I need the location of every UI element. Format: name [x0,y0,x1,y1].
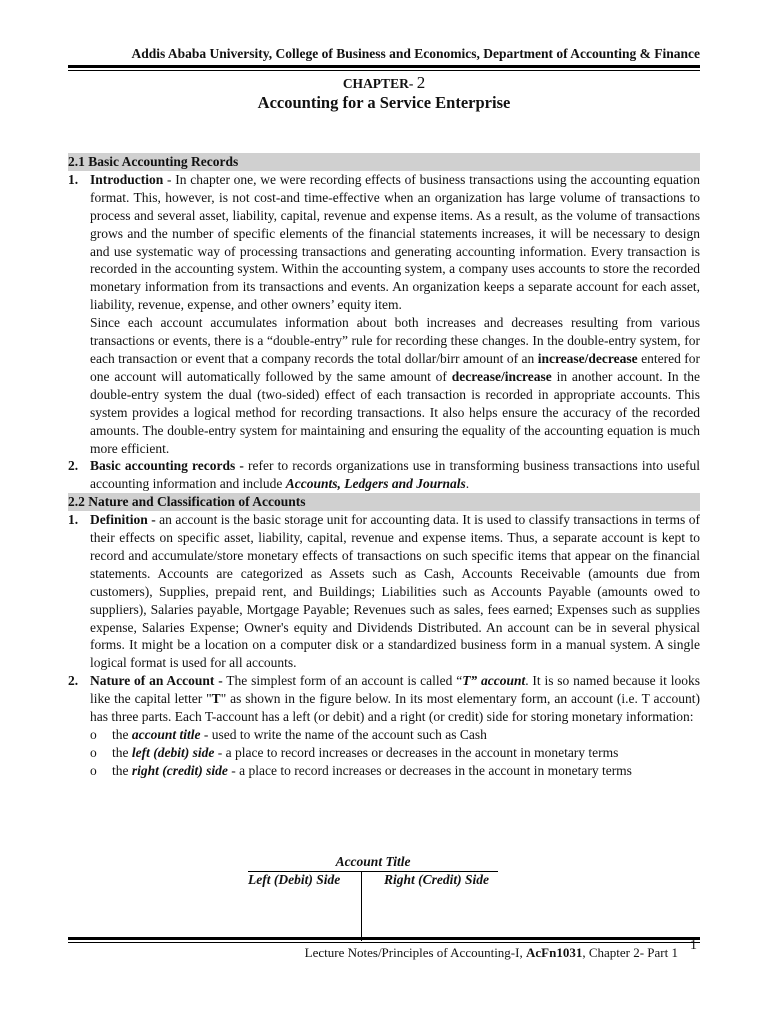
emphasis-text: right (credit) side [131,762,228,778]
footer-rule-thin [68,942,700,943]
emphasis-text: left (debit) side [131,744,215,760]
list-number: 1. [68,512,79,528]
bullet-text [112,726,700,744]
list-number: 2. [68,458,79,474]
paragraph-text: The simplest form of an account is called “ [222,673,463,689]
section-heading-2-2: 2.2 Nature and Classification of Accounts [68,493,700,511]
t-account-title: Account Title [335,854,411,869]
text: the [112,744,132,760]
list-number: 1. [68,171,79,187]
bullet-text [112,744,700,762]
chapter-label-text: CHAPTER- [342,76,417,91]
bullet-marker: o [90,762,97,778]
document-body [68,153,700,780]
emphasis-text: Accounts, Ledgers and Journals [285,476,466,492]
lead-term: Definition - [90,512,156,528]
paragraph-double-entry [90,314,700,457]
bold-term: decrease/increase [451,368,552,384]
paragraph-text: - In chapter one, we were recording effects of business transactions using the accounting equation format. This, however, is not cost-and time-effective when an organization has large volume of transactions to process and several asset, liability, capital, revenue and expense items. As a result, as the volume of transactions grows and the number of specific elements of the financial statements increases, it will be necessary to design and use systematic way of processing transactions and generating accounting information. Every transaction is recorded in the accounting system. Within the accounting system, a company uses accounts to store the recorded monetary information from its transactions and events. An organization keeps a separate account for each asset, liability, revenue, expense, and other owners’ equity item. [90,171,700,313]
text: - a place to record increases or decreases in the account in monetary terms [227,762,632,778]
course-code: AcFn1031 [525,945,583,960]
emphasis-text: T” account [462,673,526,689]
section-heading-2-1: 2.1 Basic Accounting Records [68,153,700,171]
lead-term: Nature of an Account - [90,673,223,689]
lead-term: Basic accounting records - [90,458,244,474]
footer-text: , Chapter 2- Part 1 [582,945,678,960]
paragraph-text: in another account. In the double-entry system the dual (two-sided) effect of each transaction is recorded in appropriate accounts. This system provides a logical method for recording transactions. It also helps ensure the accuracy of the recorded amounts. The double-entry system for maintaining and ensuring the equality of the accounting equation is much more efficient. [90,368,700,456]
t-account-left-label: Left (Debit) Side [248,872,341,887]
list-text [90,457,700,493]
paragraph-text: . [465,476,470,492]
text: the [112,762,132,778]
text: - a place to record increases or decreases in the account in monetary terms [214,744,619,760]
paragraph-text: " as shown in the figure below. In its most elementary form, an account (i.e. T account) has three parts. Each T-account has a left (or debit) and a right (or credit) side for storing monetary information: [90,691,700,725]
list-text [90,511,700,672]
list-item-basic-records [68,457,700,493]
paragraph-text: Since each account accumulates information about both increases and decreases resulting from various transactions or events, there is a “double-entry” rule for recording these changes. In the double-entry system, for each transaction or event that a company records the total dollar/birr amount of an [90,315,700,366]
running-footer [68,945,678,961]
bullet-item [90,744,700,762]
bullet-marker: o [90,744,97,760]
bullet-marker: o [90,727,97,742]
bullet-item [90,762,700,780]
footer-rule [68,937,700,940]
paragraph-text: . It is so named because it looks like the capital letter " [90,673,700,707]
chapter-number: 2 [416,73,426,92]
t-account-right-label: Right (Credit) Side [384,872,490,887]
bullet-item [90,726,700,744]
paragraph-text: refer to records organizations use in transforming business transactions into useful accounting information and include [90,458,700,492]
list-item-introduction [68,171,700,314]
bullet-text [112,762,700,780]
list-item-definition [68,511,700,672]
list-item-nature-of-account [68,672,700,726]
list-number: 2. [68,673,79,689]
footer-text: Lecture Notes/Principles of Accounting-I, [304,945,526,960]
page-number: 1 [690,938,697,953]
paragraph-text: entered for one account will automatically followed by the same amount of [90,350,700,384]
emphasis-text: account title [131,727,201,742]
t-account-vertical-line [361,871,362,941]
paragraph-text: an account is the basic storage unit for accounting data. It is used to classify transactions in terms of their effects on specific asset, liability, capital, revenue and expense items. Thus, a separate account is kept to record and accumulate/store monetary effects of transactions on such specific items that appear on the financial statements. Accounts are categorized as Assets such as Cash, Accounts Receivable (amounts due from customers), Supplies, prepaid rent, and Buildings; Liabilities such as Accounts Payable (amounts owed to suppliers), Salaries payable, Mortgage Payable; Revenues such as sales, fees earned; Expenses such as supplies expense, Salaries Expense; Owner's equity and Dividends Distributed. An account can be in several physical forms. It might be a location on a computer disk or a standardized business form in a manual system. A single logical format is used for all accounts. [90,512,700,671]
bold-term: T [211,691,221,707]
chapter-title: Accounting for a Service Enterprise [257,93,511,112]
t-account-diagram [248,854,498,887]
header-rule-thin [68,70,700,71]
lead-term: Introduction [90,171,164,187]
list-text [90,672,700,726]
bold-term: increase/decrease [537,350,638,366]
text: - used to write the name of the account such as Cash [200,727,487,742]
list-text [90,171,700,314]
chapter-label [68,73,700,93]
header-rule [68,65,700,68]
text: the [112,727,132,742]
running-header: Addis Ababa University, College of Business and Economics, Department of Accounting & Finance [131,46,700,61]
